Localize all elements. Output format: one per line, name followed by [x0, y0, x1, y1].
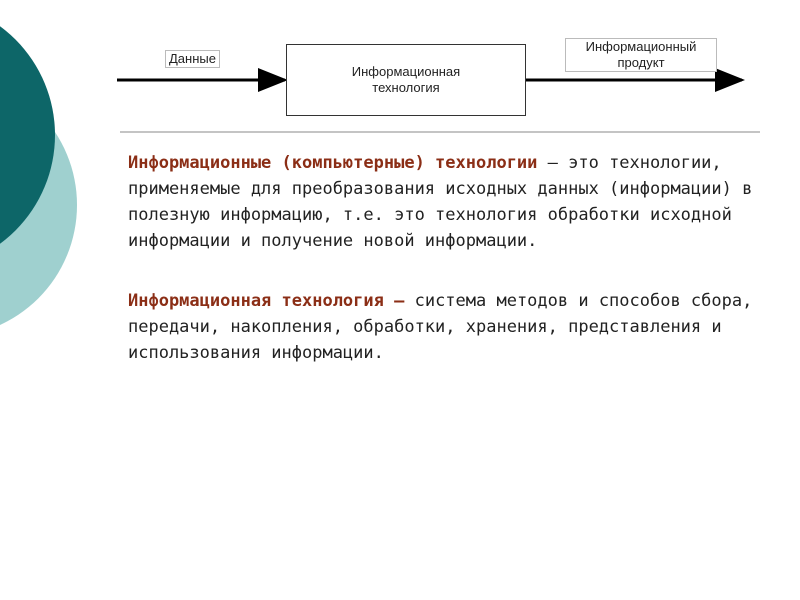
definition-term: Информационная технология: [128, 291, 384, 311]
definition-term: Информационные (компьютерные) технологии: [128, 153, 538, 173]
input-data-label: Данные: [165, 50, 220, 68]
definition-separator: –: [537, 153, 569, 173]
definition-text: система методов и способов сбора, передачи, накопления, обработки, хранения, представления и использования информации.: [128, 291, 753, 363]
definition-separator: –: [383, 291, 415, 311]
definition-paragraph: [128, 288, 768, 366]
definition-paragraph: [128, 150, 768, 254]
process-box: Информационная технология: [286, 44, 526, 116]
output-product-label: Информационный продукт: [565, 38, 717, 72]
definitions-text: [128, 150, 768, 400]
definition-text: это технологии, применяемые для преобразования исходных данных (информации) в полезную информацию, т.е. это технология обработки исходной информации и получение новой информации.: [128, 153, 753, 251]
